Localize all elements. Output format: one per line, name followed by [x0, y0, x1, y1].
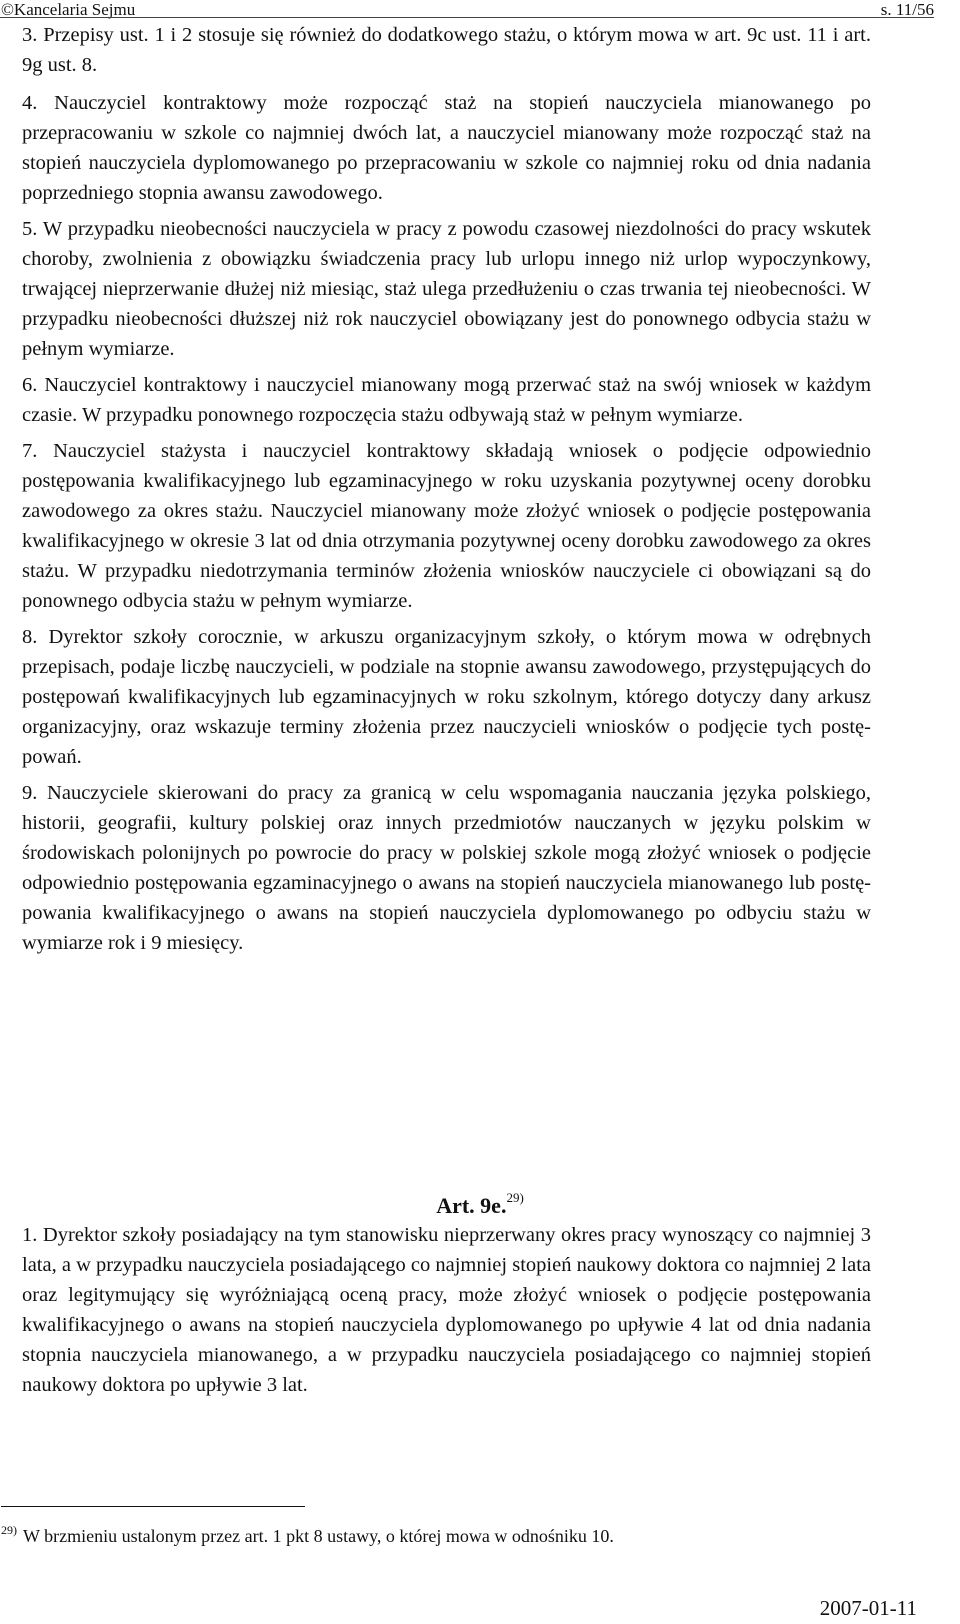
- paragraph-text: Dyrektor szkoły corocznie, w arkuszu organizacyjnym szkoły, o którym mowa w odrębnych przepisach, podaje liczbę nauczycieli, w podziale na stopnie awansu zawodowego, przystępujących do postępowań kwalifikacyjnych lub egzaminacyjnych w roku szkolnym, którego dotyczy dany arkusz organizacyjny, oraz wskazuje terminy złożenia przez nauczycieli wniosków o podjęcie tych postępowań.: [22, 626, 872, 768]
- footnote: [1, 1518, 901, 1548]
- footnote-text: W brzmieniu ustalonym przez art. 1 pkt 8 ustawy, o której mowa w odnośniku 10.: [23, 1526, 614, 1546]
- paragraph-4: [22, 88, 871, 208]
- paragraph-9: [22, 778, 871, 958]
- paragraph-text: Nauczyciel kontraktowy i nauczyciel mianowany mogą przerwać staż na swój wniosek w każdym czasie. W przypadku ponownego rozpoczęcia stażu odbywają staż w pełnym wymiarze.: [22, 374, 872, 426]
- paragraph-number: 1.: [22, 1224, 38, 1246]
- footnote-number: 29): [1, 1523, 17, 1537]
- paragraph-text: Nauczyciele skierowani do pracy za granicą w celu wspomagania nauczania języka polskiego, historii, geografii, kultury polskiej oraz innych przedmiotów nauczanych w języku polskim w środowiskach polonijnych po powrocie do pracy w polskiej szkole mogą złożyć wniosek o podjęcie odpowiednio postępowania egzaminacyjnego o awans na stopień nauczyciela mianowanego lub postępowania kwalifikacyjnego o awans na stopień nauczyciela dyplomowanego po odbyciu stażu w wymiarze rok i 9 miesięcy.: [22, 782, 872, 954]
- paragraph-text: Nauczyciel kontraktowy może rozpocząć staż na stopień nauczyciela mianowanego po przepracowaniu w szkole co najmniej dwóch lat, a nauczyciel mianowany może rozpocząć staż na stopień nauczyciela dyplomowanego po przepracowaniu w szkole co najmniej roku od dnia nadania poprzedniego stopnia awansu zawodowego.: [22, 92, 872, 204]
- header-page-number: s. 11/56: [880, 0, 934, 19]
- paragraph-6: [22, 370, 871, 430]
- paragraph-number: 5.: [22, 218, 38, 240]
- article-body: [22, 20, 871, 958]
- article-9e-body: [22, 1220, 871, 1400]
- header-publisher: ©Kancelaria Sejmu: [1, 0, 136, 19]
- paragraph-text: W przypadku nieobecności nauczyciela w pracy z powodu czasowej niezdolności do pracy wskutek choroby, zwolnienia z obowiązku świadczenia pracy lub urlopu innego niż urlop wypoczynkowy, trwającej nieprzerwanie dłużej niż miesiąc, staż ulega przedłużeniu o czas trwania tej nieobecności. W przypadku nieobecności dłuższej niż rok nauczyciel obowiązany jest do ponownego odbycia stażu w pełnym wymiarze.: [22, 218, 871, 360]
- footnote-reference[interactable]: 29): [506, 1190, 524, 1205]
- paragraph-7: [22, 436, 871, 616]
- paragraph-number: 7.: [22, 440, 38, 462]
- paragraph-5: [22, 214, 871, 364]
- paragraph-number: 6.: [22, 374, 38, 396]
- footnote-separator: [1, 1506, 305, 1507]
- paragraph-number: 3.: [22, 24, 38, 46]
- paragraph-3: [22, 20, 871, 80]
- paragraph-number: 4.: [22, 92, 38, 114]
- paragraph-text: Nauczyciel stażysta i nauczyciel kontraktowy składają wniosek o podjęcie odpowiednio postępowania kwalifikacyjnego lub egzaminacyjnego w roku uzyskania pozytywnej oceny dorobku zawodowego za okres stażu. Nauczyciel mianowany może złożyć wniosek o podjęcie postępowania kwalifikacyjnego w okresie 3 lat od dnia otrzymania pozytywnej oceny dorobku zawodowego za okres stażu. W przypadku niedotrzymania terminów złożenia wniosków nauczyciele ci obowiązani są do ponownego odbycia stażu w pełnym wymiarze.: [22, 440, 872, 612]
- paragraph-number: 8.: [22, 626, 38, 648]
- paragraph-text: Przepisy ust. 1 i 2 stosuje się również do dodatkowego stażu, o którym mowa w art. 9c ust. 11 i art. 9g ust. 8.: [22, 24, 872, 76]
- paragraph-number: 9.: [22, 782, 38, 804]
- footer-date: 2007-01-11: [819, 1596, 917, 1620]
- paragraph-8: [22, 622, 871, 772]
- article-title-text: Art. 9e.: [436, 1193, 507, 1218]
- header-rule: [0, 17, 934, 18]
- article-title: [0, 1183, 960, 1221]
- article-paragraph-1: [22, 1220, 871, 1400]
- paragraph-text: Dyrektor szkoły posiadający na tym stanowisku nieprzerwany okres pracy wynoszący co najmniej 3 lata, a w przypadku nauczyciela posiadającego co najmniej stopień naukowy doktora co najmniej 2 lata oraz legitymujący się wyróżniającą oceną pracy, może złożyć wniosek o podjęcie postępowania kwalifikacyjnego o awans na stopień nauczyciela dyplomowanego po upływie 4 lat od dnia nadania stopnia nauczyciela mianowanego, a w przypadku nauczyciela posiadającego co najmniej stopień naukowy doktora po upływie 3 lat.: [22, 1224, 872, 1396]
